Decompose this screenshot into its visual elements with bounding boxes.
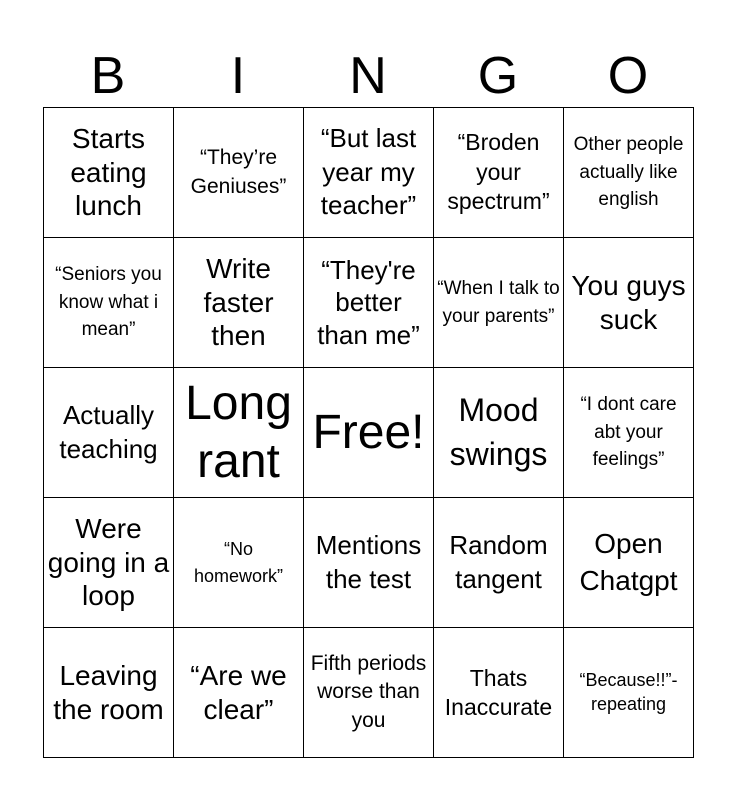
bingo-cell[interactable]: Fifth periods worse than you	[304, 628, 434, 758]
header-letter-i: I	[230, 47, 246, 105]
bingo-cell[interactable]: “Broden your spectrum”	[434, 108, 564, 238]
grid-row-2	[44, 238, 694, 368]
bingo-cell[interactable]: You guys suck	[564, 238, 694, 368]
bingo-cell[interactable]: Open Chatgpt	[564, 498, 694, 628]
bingo-cell[interactable]: “I dont care abt your feelings”	[564, 368, 694, 498]
header-letter-g: G	[477, 47, 519, 105]
grid-row-5	[44, 628, 694, 758]
bingo-cell[interactable]: Write faster then	[174, 238, 304, 368]
bingo-cell[interactable]: Leaving the room	[44, 628, 174, 758]
bingo-cell[interactable]: Starts eating lunch	[44, 108, 174, 238]
bingo-cell[interactable]: “No homework”	[174, 498, 304, 628]
bingo-cell[interactable]: “They’re Geniuses”	[174, 108, 304, 238]
bingo-cell[interactable]: Actually teaching	[44, 368, 174, 498]
bingo-cell[interactable]: Mood swings	[434, 368, 564, 498]
bingo-cell[interactable]: Long rant	[174, 368, 304, 498]
bingo-cell[interactable]: “They're better than me”	[304, 238, 434, 368]
bingo-cell[interactable]: Other people actually like english	[564, 108, 694, 238]
bingo-cell[interactable]: Were going in a loop	[44, 498, 174, 628]
header-letter-n: N	[349, 47, 387, 105]
bingo-cell[interactable]: “But last year my teacher”	[304, 108, 434, 238]
bingo-cell[interactable]: “Because!!”- repeating	[564, 628, 694, 758]
bingo-cell[interactable]: “Are we clear”	[174, 628, 304, 758]
bingo-header	[43, 44, 693, 108]
header-letter-o: O	[607, 47, 649, 105]
bingo-cell[interactable]: Thats Inaccurate	[434, 628, 564, 758]
bingo-grid	[43, 107, 694, 758]
header-letter-b: B	[90, 47, 126, 105]
bingo-cell[interactable]: “When I talk to your parents”	[434, 238, 564, 368]
bingo-cell[interactable]: “Seniors you know what i mean”	[44, 238, 174, 368]
grid-row-3	[44, 368, 694, 498]
free-space-cell[interactable]: Free!	[304, 368, 434, 498]
bingo-cell[interactable]: Random tangent	[434, 498, 564, 628]
bingo-cell[interactable]: Mentions the test	[304, 498, 434, 628]
grid-row-4	[44, 498, 694, 628]
grid-row-1	[44, 108, 694, 238]
